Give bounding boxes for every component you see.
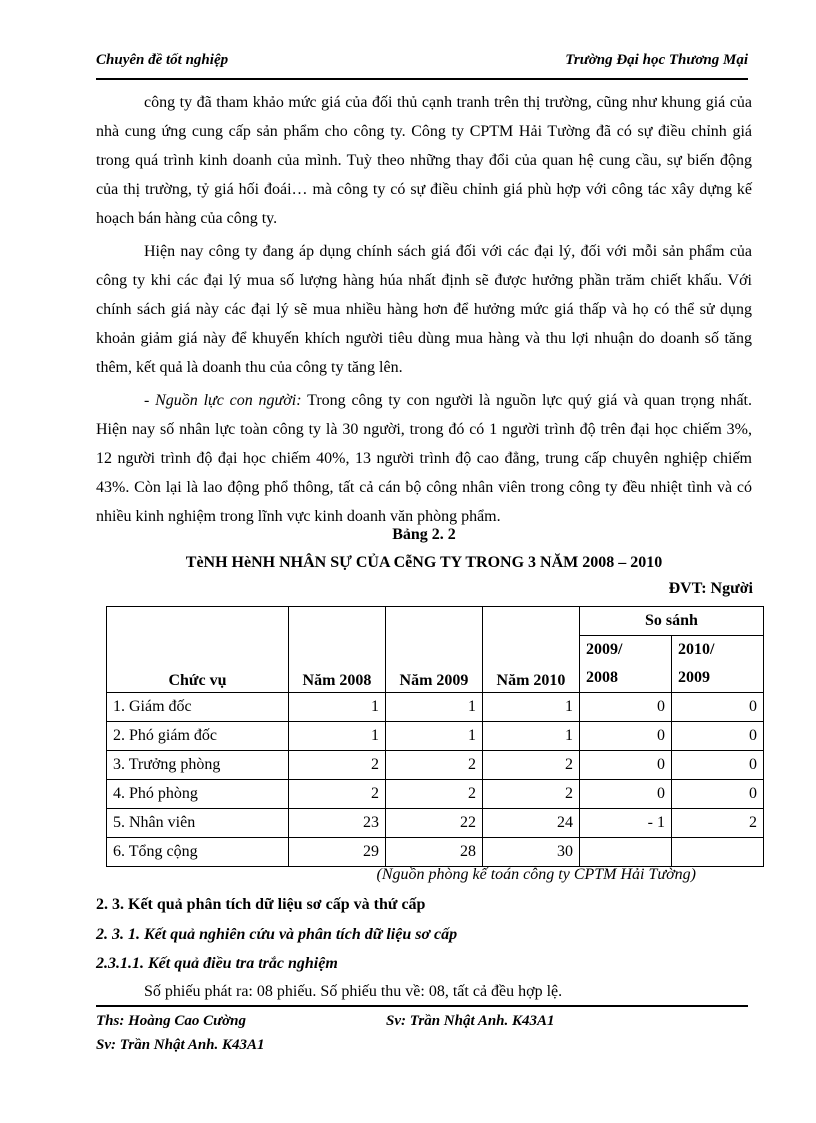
cell-2008: 29 bbox=[289, 838, 386, 867]
footer-student-2: Sv: Trần Nhật Anh. K43A1 bbox=[96, 1037, 265, 1053]
table-caption: Bảng 2. 2 bbox=[392, 526, 456, 543]
cell-2008: 2 bbox=[289, 751, 386, 780]
cell-2008: 2 bbox=[289, 780, 386, 809]
cell-compare-1: 0 bbox=[580, 751, 672, 780]
page-header bbox=[96, 50, 748, 80]
table-row bbox=[107, 780, 764, 809]
cell-compare-1: 0 bbox=[580, 722, 672, 751]
cell-2009: 2 bbox=[386, 751, 483, 780]
cell-2010: 24 bbox=[483, 809, 580, 838]
cell-compare-1 bbox=[580, 838, 672, 867]
cell-2009: 1 bbox=[386, 722, 483, 751]
cell-compare-2: 0 bbox=[672, 751, 764, 780]
paragraph-3-text: Trong công ty con người là nguồn lực quý giá và quan trọng nhất. Hiện nay số nhân lực toàn công ty là 30 người, trong đó có 1 người trình độ trên đại học chiếm 3%, 12 người trình độ đại học chiếm 40%, 13 người trình độ cao đẳng, trung cấp chuyên nghiệp chiếm 43%. Còn lại là lao động phổ thông, tất cả cán bộ công nhân viên trong công ty đều nhiệt tình và có nhiều kinh nghiệm trong lĩnh vực kinh doanh văn phòng phẩm. bbox=[96, 392, 753, 525]
cell-2008: 1 bbox=[289, 693, 386, 722]
header-left: Chuyên đề tốt nghiệp bbox=[96, 52, 229, 68]
table-source: (Nguồn phòng kế toán công ty CPTM Hải Tường) bbox=[376, 866, 696, 883]
page-footer bbox=[96, 1005, 748, 1053]
table-row bbox=[107, 838, 764, 867]
paragraph-3-label: - Nguồn lực con người: bbox=[144, 392, 302, 409]
cell-compare-2: 0 bbox=[672, 693, 764, 722]
header-role: Chức vụ bbox=[107, 607, 289, 693]
cell-2009: 1 bbox=[386, 693, 483, 722]
cell-2010: 1 bbox=[483, 722, 580, 751]
table-row bbox=[107, 722, 764, 751]
header-compare-1a: 2009/ bbox=[580, 636, 672, 665]
cell-compare-2: 2 bbox=[672, 809, 764, 838]
paragraph-1: công ty đã tham khảo mức giá của đối thủ cạnh tranh trên thị trường, cũng như khung giá của nhà cung ứng cung cấp sản phẩm cho công ty. Công ty CPTM Hải Tường đã có sự điều chỉnh giá trong quá trình kinh doanh của mình. Tuỳ theo những thay đổi của quan hệ cung cầu, sự biến động của thị trường, tỷ giá hối đoái… mà công ty có sự điều chỉnh giá phù hợp với công tác xây dựng kế hoạch bán hàng của công ty. bbox=[96, 94, 752, 227]
section-heading-2-3-1-1: 2.3.1.1. Kết quả điều tra trắc nghiệm bbox=[96, 955, 338, 972]
header-2009: Năm 2009 bbox=[386, 607, 483, 693]
cell-2009: 2 bbox=[386, 780, 483, 809]
cell-role: 1. Giám đốc bbox=[107, 693, 289, 722]
cell-compare-1: 0 bbox=[580, 780, 672, 809]
header-compare-2b: 2009 bbox=[672, 664, 764, 693]
footer-student: Sv: Trần Nhật Anh. K43A1 bbox=[386, 1013, 555, 1029]
paragraph-3 bbox=[96, 386, 752, 531]
cell-compare-2 bbox=[672, 838, 764, 867]
cell-2009: 22 bbox=[386, 809, 483, 838]
cell-2010: 2 bbox=[483, 751, 580, 780]
staff-table bbox=[106, 606, 764, 867]
survey-line: Số phiếu phát ra: 08 phiếu. Số phiếu thu về: 08, tất cả đều hợp lệ. bbox=[144, 983, 563, 1000]
header-right: Trường Đại học Thương Mại bbox=[565, 52, 748, 68]
cell-compare-2: 0 bbox=[672, 722, 764, 751]
table-title: TèNH HèNH NHÂN SỰ CỦA CễNG TY TRONG 3 NĂM 2008 – 2010 bbox=[185, 554, 663, 571]
cell-role: 2. Phó giám đốc bbox=[107, 722, 289, 751]
header-2010: Năm 2010 bbox=[483, 607, 580, 693]
cell-role: 6. Tổng cộng bbox=[107, 838, 289, 867]
cell-2010: 30 bbox=[483, 838, 580, 867]
header-compare-2a: 2010/ bbox=[672, 636, 764, 665]
header-2008: Năm 2008 bbox=[289, 607, 386, 693]
header-compare: So sánh bbox=[580, 607, 764, 636]
header-compare-1b: 2008 bbox=[580, 664, 672, 693]
cell-compare-1: - 1 bbox=[580, 809, 672, 838]
section-heading-2-3-1: 2. 3. 1. Kết quả nghiên cứu và phân tích dữ liệu sơ cấp bbox=[96, 926, 458, 943]
body-text bbox=[96, 88, 752, 535]
paragraph-2: Hiện nay công ty đang áp dụng chính sách giá đối với các đại lý, đối với mỗi sản phẩm của công ty khi các đại lý mua số lượng hàng húa nhất định sẽ được hưởng phần trăm chiết khấu. Với chính sách giá này các đại lý sẽ mua nhiều hàng hơn để hưởng mức giá thấp và họ có thể sử dụng khoản giảm giá này để khuyến khích người tiêu dùng mua hàng và thu lợi nhuận do doanh số tăng thêm, kết quả là doanh thu của công ty tăng lên. bbox=[96, 243, 752, 376]
footer-advisor: Ths: Hoàng Cao Cường bbox=[96, 1013, 246, 1029]
cell-role: 5. Nhân viên bbox=[107, 809, 289, 838]
table-unit: ĐVT: Người bbox=[668, 580, 753, 597]
cell-role: 3. Trưởng phòng bbox=[107, 751, 289, 780]
table-row bbox=[107, 693, 764, 722]
cell-2008: 1 bbox=[289, 722, 386, 751]
cell-role: 4. Phó phòng bbox=[107, 780, 289, 809]
cell-2008: 23 bbox=[289, 809, 386, 838]
cell-compare-2: 0 bbox=[672, 780, 764, 809]
section-heading-2-3: 2. 3. Kết quả phân tích dữ liệu sơ cấp và thứ cấp bbox=[96, 896, 426, 913]
cell-compare-1: 0 bbox=[580, 693, 672, 722]
table-row bbox=[107, 751, 764, 780]
cell-2010: 1 bbox=[483, 693, 580, 722]
cell-2010: 2 bbox=[483, 780, 580, 809]
table-row bbox=[107, 809, 764, 838]
cell-2009: 28 bbox=[386, 838, 483, 867]
